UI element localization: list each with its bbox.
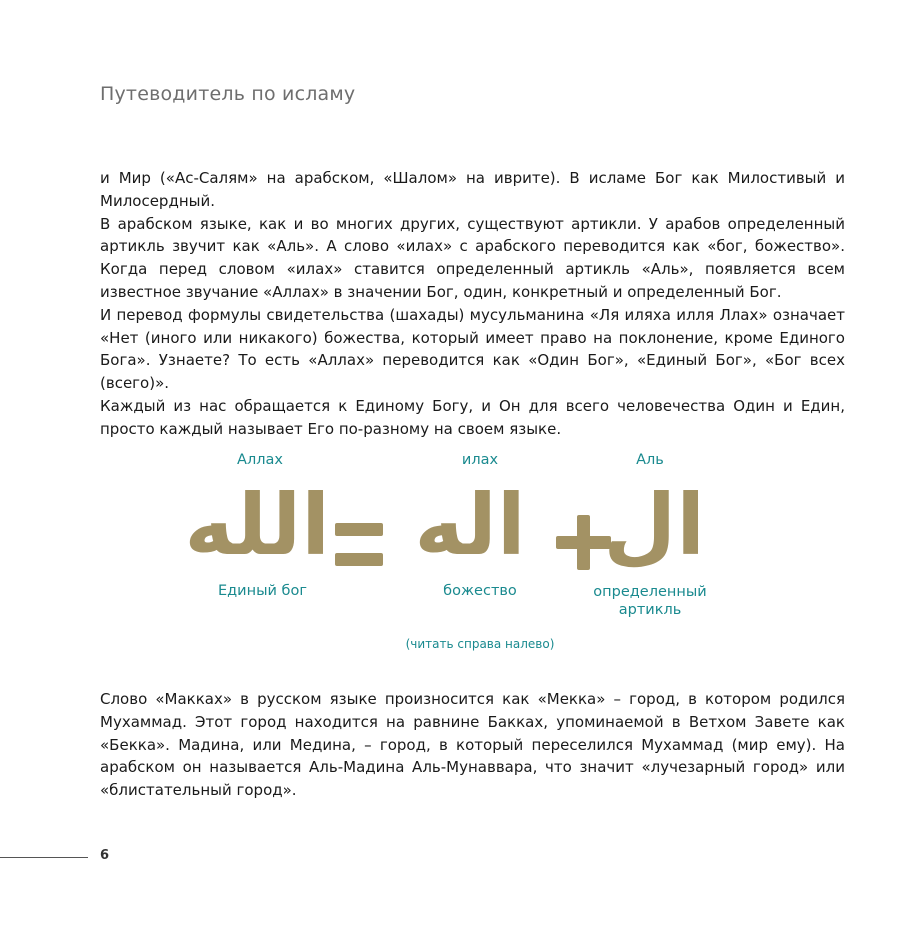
label-deity: божество xyxy=(443,583,517,599)
intro-paragraph-3: И перевод формулы свидетельства (шахады) мусульманина «Ля иляха илля Ллах» означает «Нет (иного или никакого) божества, который имеет право на поклонение, кроме Единого Бога». Узнаете? То есть «Аллах» переводится как «Один Бог», «Единый Бог», «Бог всех (всего)». xyxy=(100,305,845,393)
label-one-god: Единый бог xyxy=(217,583,307,599)
outro-paragraph: Слово «Макках» в русском языке произносится как «Мекка» – город, в котором родился Мухаммад. Этот город находится на равнине Бакках, упоминаемой в Ветхом Завете как «Бекка». Мадина, или Медина, – город, в который переселился Мухаммад (мир ему). На арабском он называется Аль-Мадина Аль-Мунаввара, что значит «лучезарный город» или «блистательный город». xyxy=(100,690,845,800)
footer-divider xyxy=(0,857,88,858)
label-al: Аль xyxy=(636,452,664,468)
equals-sign xyxy=(335,523,383,569)
label-definite-article: определенный артикль xyxy=(593,584,707,618)
arabic-al-calligraphy: ال xyxy=(603,476,705,574)
page-header-title: Путеводитель по исламу xyxy=(100,83,356,105)
label-ilah: илах xyxy=(461,452,499,468)
arabic-allah-calligraphy: الله xyxy=(184,476,330,574)
intro-text xyxy=(100,167,845,441)
outro-text xyxy=(100,688,845,802)
page-number: 6 xyxy=(100,848,110,863)
intro-paragraph-1: и Мир («Ас-Салям» на арабском, «Шалом» на иврите). В исламе Бог как Милостивый и Милосердный. xyxy=(100,169,845,210)
arabic-ilah-calligraphy: اله xyxy=(414,476,526,574)
intro-paragraph-4: Каждый из нас обращается к Единому Богу, и Он для всего человечества Один и Един, просто каждый называет Его по-разному на своем языке. xyxy=(100,396,845,438)
intro-paragraph-2: В арабском языке, как и во многих других, существуют артикли. У арабов определенный артикль звучит как «Аль». А слово «илах» с арабского переводится как «бог, божество». Когда перед словом «илах» ставится определенный артикль «Аль», появляется всем известное звучание «Аллах» в значении Бог, один, конкретный и определенный Бог. xyxy=(100,214,845,301)
reading-direction-note: (читать справа налево) xyxy=(405,637,555,651)
label-allah: Аллах xyxy=(237,452,283,468)
